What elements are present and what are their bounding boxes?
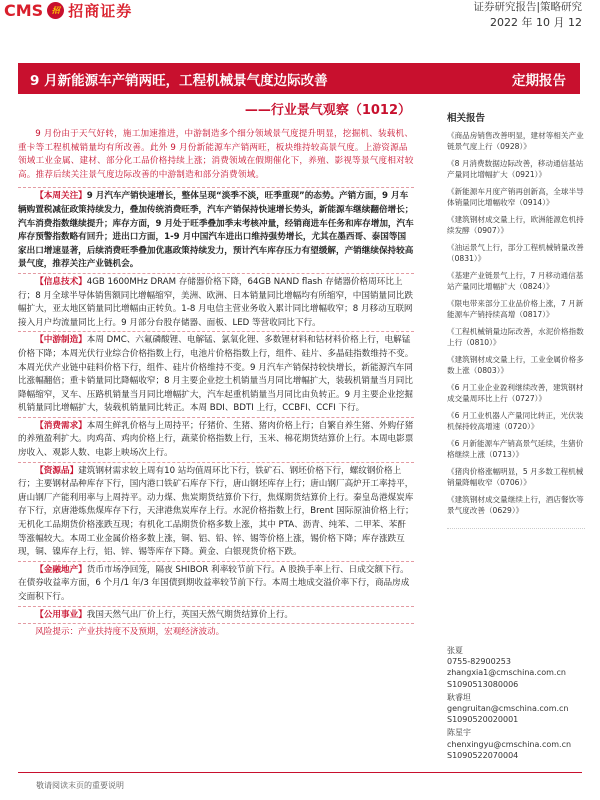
analyst-cert: S1090522070004 [447, 750, 519, 760]
section-text: 货币市场净回笼，隔夜 SHIBOR 利率较节前下行。A 股换手率上行、日成交额下行。在债券收益率方面，6 个月/1 年/3 年国债到期收益率较节前下行。本周土地成交溢价率下行，商品房成交面积下行。 [18, 564, 410, 602]
section-text: 本周生鲜乳价格与上周持平；仔猪价、生猪、猪肉价格上行；自繁自养生猪、外购仔猪的养殖盈利扩大。肉鸡苗、鸡肉价格上行，蔬菜价格指数上行，玉米、棉花期货结算价上行。本周电影票房收入、观影人数、电影上映场次上行。 [18, 420, 414, 459]
report-date: 2022 年 10 月 12 [490, 16, 582, 29]
section-tag: 【金融地产】 [35, 564, 87, 575]
sidebar [447, 110, 585, 533]
logo-cn-text: 招商证券 [68, 1, 133, 20]
analyst-email[interactable]: zhangxia1@cmschina.com.cn [447, 668, 566, 678]
related-reports-list [447, 130, 585, 529]
analyst-cert: S1090520020001 [447, 715, 519, 725]
section-text: 建筑钢材需求较上周有10 站均值周环比下行，铁矿石、钢坯价格下行，螺纹钢价格上行；主要钢材品种库存下行，国内港口铁矿石库存下行，唐山钢坯库存上行；唐山钢厂高炉开工率持平，唐山钢厂产能利用率与上周持平。动力煤、焦炭期货结算价下行，焦煤期货结算价上行。秦皇岛港煤炭库存下行，京唐港炼焦煤库存下行，天津港焦炭库存上行。水泥价格指数上行，Brent 国际原油价格上行；无机化工品期货价格涨跌互现；有机化工品期货价格多数上涨，其中 PTA、沥青、纯苯、二甲苯、苯酐等涨幅较大。本周工业金属价格多数上涨，铜、铝、铅、锌、锡等价格上涨，锡价格下降；库存涨跌互现，铜、镍库存上行，铝、锌、锡等库存下降。黄金、白银现货价格下跌。 [18, 465, 414, 558]
analyst-contacts [447, 645, 585, 763]
report-type: 定期报告 [512, 72, 566, 89]
title-banner [18, 63, 580, 94]
company-logo [4, 0, 132, 20]
section-tag: 【本周关注】 [35, 191, 87, 202]
logo-cms-text: CMS [4, 0, 44, 20]
summary-paragraph: 9 月份由于天气好转，施工加速推进，中游制造多个细分领域景气度提升明显，挖掘机、装载机、重卡等工程机械销量均有所改善。此外 9 月份新能源车产销两旺，板块维持较高景气度。上游资源品领域工业金属、建材、部分化工品价格持续上涨；消费领域在假期催化下，养殖、影视等景气度相对较高。推荐后续关注景气度边际改善的中游制造和部分消费领域。 [18, 129, 414, 180]
risk-warning: 风险提示：产业扶持度不及预期，宏观经济波动。 [18, 623, 414, 639]
analyst-email[interactable]: chenxingyu@cmschina.com.cn [447, 739, 572, 749]
section-it [18, 273, 414, 331]
related-report-link[interactable]: 《商品房销售改善明显，建材等相关产业链景气度上行（0928）》 [447, 131, 584, 151]
related-report-link[interactable]: 《工程机械销量边际改善，水泥价格指数上行（0810）》 [447, 327, 584, 347]
analyst-cert: S1090513080006 [447, 679, 519, 689]
footer-divider [18, 772, 582, 773]
section-tag: 【信息技术】 [35, 276, 87, 287]
section-utilities [18, 606, 414, 624]
analyst-entry [447, 645, 585, 690]
section-tag: 【中游制造】 [35, 335, 87, 346]
analyst-entry [447, 727, 585, 761]
section-tag: 【消费需求】 [35, 420, 87, 431]
section-finance [18, 561, 414, 606]
related-report-link[interactable]: 《新能源车月度产销再创新高，全球半导体销量同比增幅收窄（0914）》 [447, 187, 584, 207]
section-midstream [18, 331, 414, 417]
header-meta [473, 0, 582, 30]
analyst-name: 耿睿坦 [447, 692, 471, 702]
related-report-link[interactable]: 《建筑钢材成交量继续上行，酒店餐饮等景气度改善（0629）》 [447, 495, 584, 515]
section-tag: 【资源品】 [35, 465, 79, 476]
section-text: 我国天然气出厂价上行，英国天然气期货结算价上行。 [86, 609, 294, 620]
related-report-link[interactable]: 《6 月工业机器人产量同比转正，光伏装机保持较高增速（0720）》 [447, 411, 584, 431]
report-subtitle: ——行业景气观察（1012） [244, 103, 411, 118]
related-reports-heading: 相关报告 [447, 113, 486, 124]
section-consumer [18, 417, 414, 462]
related-report-link[interactable]: 《油运景气上行，部分工程机械销量改善（0831）》 [447, 243, 584, 263]
section-text: 9 月汽车产销快速增长，整体呈现“淡季不淡，旺季重现”的态势。产销方面，9 月车辆购置税减征政策持续发力，叠加传统消费旺季，汽车产销保持快速增长势头，新能源车继续翻倍增长；汽车消费指数继续提升；库存方面，9 月处于旺季叠加季末考核冲量，经销商进车任务和库存增加，汽车库存预警指数略有回升；进出口方面，1-9 月中国汽车进出口维持强势增长，尤其在墨西哥、泰国等国家出口增速显著，后续消费旺季叠加优惠政策持续发力，预计汽车库存压力有望缓解，产销继续保持较高景气度，推荐关注产业链机会。 [18, 191, 414, 270]
section-tag: 【公用事业】 [35, 609, 87, 620]
section-text: 本周 DMC、六氟磷酸锂、电解锰、氯氧化锂、多数锂材料和钴材料价格上行，电解锰价格下降；本周光伏行业综合价格指数上行，电池片价格指数上行，组件、硅片、多晶硅指数维持不变。本周光伏产业链中硅料价格下行，组件、硅片价格维持不变。9 月汽车产销保持较快增长，新能源汽车同比涨幅翻倍；重卡销量同比降幅收窄；8 月主要企业挖土机销量当月同比增幅扩大，装载机销量当月同比降幅缩窄，叉车、压路机销量当月同比增幅扩大，汽车起重机销量当月同比由负转正。9 月主要企业挖掘机销量同比增幅扩大，装载机销量同比转正。本周 BDI、BDTI 上行，CCBFI、CCFI 下行。 [18, 335, 414, 414]
report-title: 9 月新能源车产销两旺，工程机械景气度边际改善 [30, 72, 328, 89]
analyst-name: 陈星宇 [447, 728, 471, 738]
related-report-link[interactable]: 《建筑钢材成交量上行，工业金属价格多数上涨（0803）》 [447, 355, 584, 375]
analyst-entry [447, 692, 585, 726]
related-report-link[interactable]: 《基建产业链景气上行，7 月移动通信基站产量同比增幅扩大（0824）》 [447, 271, 584, 291]
section-text: 4GB 1600MHz DRAM 存储器价格下降，64GB NAND flash 存储器价格周环比上行；8 月全球半导体销售额同比增幅缩窄，美洲、欧洲、日本销量同比增幅均有所缩窄，中国销量同比跌幅扩大，亚太地区销量同比增幅由正转负。1-8 月电信主营业务收入累计同比增幅收窄；8 月移动互联网接入月户均流量同比上行。9 月部分台股存储器、面板、LED 等营收同比下行。 [18, 276, 413, 328]
report-category: 证券研究报告|策略研究 [473, 1, 582, 13]
related-report-link[interactable]: 《6 月新能源车产销高景气延续，生猪价格继续上涨（0713）》 [447, 439, 584, 459]
section-focus [18, 187, 414, 273]
related-report-link[interactable]: 《6 月工业企业盈利继续改善，建筑钢材成交量周环比上行（0727）》 [447, 383, 584, 403]
analyst-phone: 0755-82900253 [447, 657, 511, 667]
related-report-link[interactable]: 《8 月消费数据边际改善，移动通信基站产量同比增幅扩大（0921）》 [447, 159, 584, 179]
footer-note: 敬请阅读末页的重要说明 [36, 781, 124, 790]
analyst-name: 张夏 [447, 646, 463, 655]
related-report-link[interactable]: 《建筑钢材成交量上行，欧洲能源危机持续发酵（0907）》 [447, 215, 584, 235]
analyst-email[interactable]: gengruitan@cmschina.com.cn [447, 704, 569, 714]
related-report-link[interactable]: 《限电带来部分工业品价格上涨，7 月新能源车产销持续高增（0817）》 [447, 299, 584, 319]
section-resources [18, 462, 414, 561]
logo-mark-icon: 招 [47, 2, 64, 19]
related-report-link[interactable]: 《猪肉价格涨幅明显，5 月多数工程机械销量降幅收窄（0706）》 [447, 467, 584, 487]
main-content [18, 128, 414, 639]
